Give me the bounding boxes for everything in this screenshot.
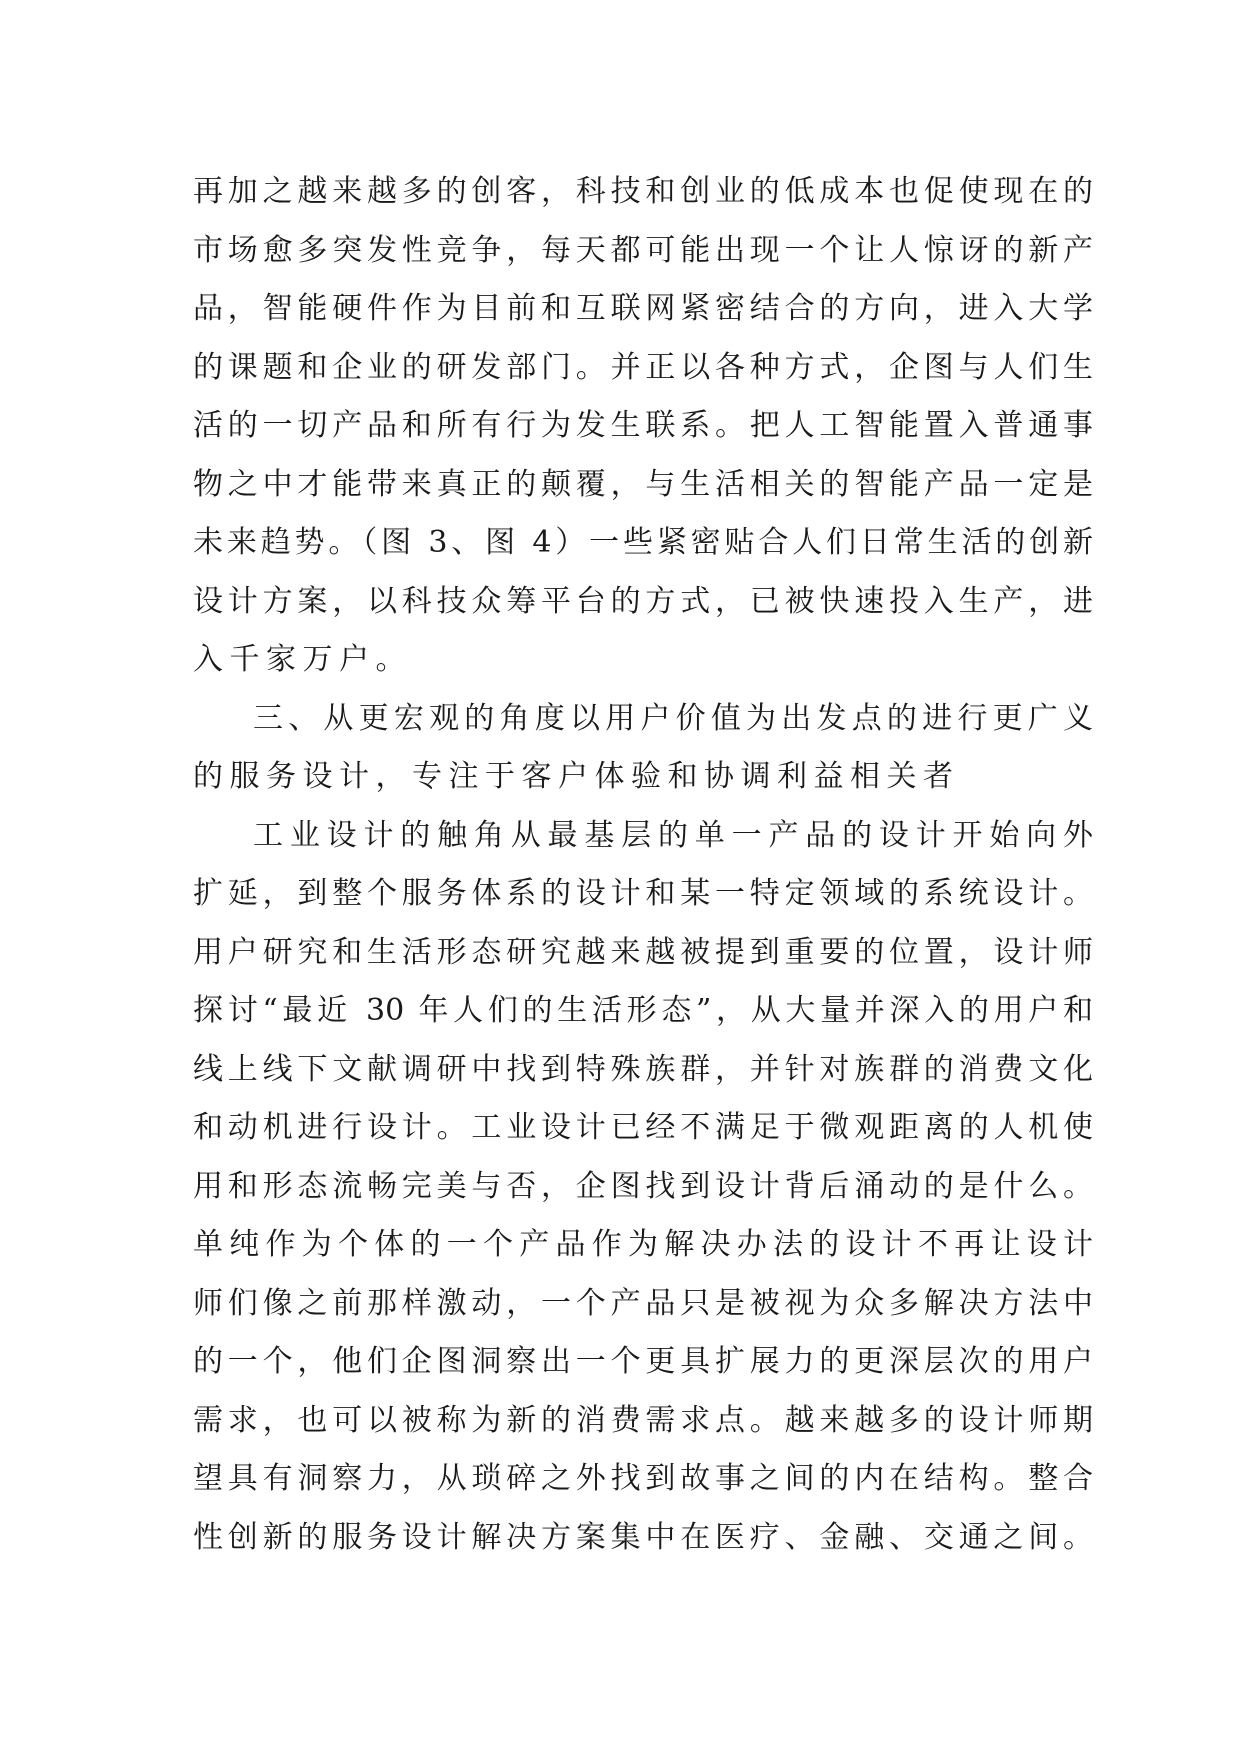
text-line: 设计方案，以科技众筹平台的方式，已被快速投入生产，进 (193, 583, 1093, 619)
text-line: 师们像之前那样激动，一个产品只是被视为众多解决方法中 (193, 1285, 1093, 1321)
text-line: 用和形态流畅完美与否，企图找到设计背后涌动的是什么。 (193, 1168, 1093, 1204)
heading-line: 的服务设计，专注于客户体验和协调利益相关者 (193, 759, 960, 794)
section-heading (193, 690, 1093, 807)
text-line: 探讨“最近 30 年人们的生活形态”，从大量并深入的用户和 (193, 993, 1093, 1028)
text-line: 需求，也可以被称为新的消费需求点。越来越多的设计师期 (193, 1402, 1093, 1438)
text-line: 市场愈多突发性竞争，每天都可能出现一个让人惊讶的新产 (193, 232, 1093, 268)
text-line: 工业设计的触角从最基层的单一产品的设计开始向外 (253, 817, 1093, 853)
text-line: 再加之越来越多的创客，科技和创业的低成本也促使现在的 (193, 174, 1093, 209)
text-line: 线上线下文献调研中找到特殊族群，并针对族群的消费文化 (193, 1051, 1093, 1087)
paragraph-3 (193, 807, 1093, 1568)
text-line: 物之中才能带来真正的颠覆，与生活相关的智能产品一定是 (193, 466, 1093, 502)
text-line: 望具有洞察力，从琐碎之外找到故事之间的内在结构。整合 (193, 1461, 1093, 1496)
text-line: 用户研究和生活形态研究越来越被提到重要的位置，设计师 (193, 934, 1093, 970)
text-line: 入千家万户。 (193, 642, 412, 677)
paragraph-1 (193, 163, 1093, 690)
text-line: 活的一切产品和所有行为发生联系。把人工智能置入普通事 (193, 408, 1093, 443)
text-line: 单纯作为个体的一个产品作为解决办法的设计不再让设计 (193, 1227, 1093, 1262)
text-line: 扩延，到整个服务体系的设计和某一特定领域的系统设计。 (193, 876, 1093, 911)
text-line: 未来趋势。（图 3、图 4）一些紧密贴合人们日常生活的创新 (193, 525, 1093, 560)
text-line: 性创新的服务设计解决方案集中在医疗、金融、交通之间。 (193, 1519, 1093, 1555)
text-line: 的课题和企业的研发部门。并正以各种方式，企图与人们生 (193, 349, 1093, 385)
heading-line: 三、从更宏观的角度以用户价值为出发点的进行更广义 (253, 700, 1093, 736)
text-line: 和动机进行设计。工业设计已经不满足于微观距离的人机使 (193, 1110, 1093, 1145)
body-text (193, 163, 1093, 1567)
text-line: 的一个，他们企图洞察出一个更具扩展力的更深层次的用户 (193, 1344, 1093, 1379)
text-line: 品，智能硬件作为目前和互联网紧密结合的方向，进入大学 (193, 291, 1093, 326)
